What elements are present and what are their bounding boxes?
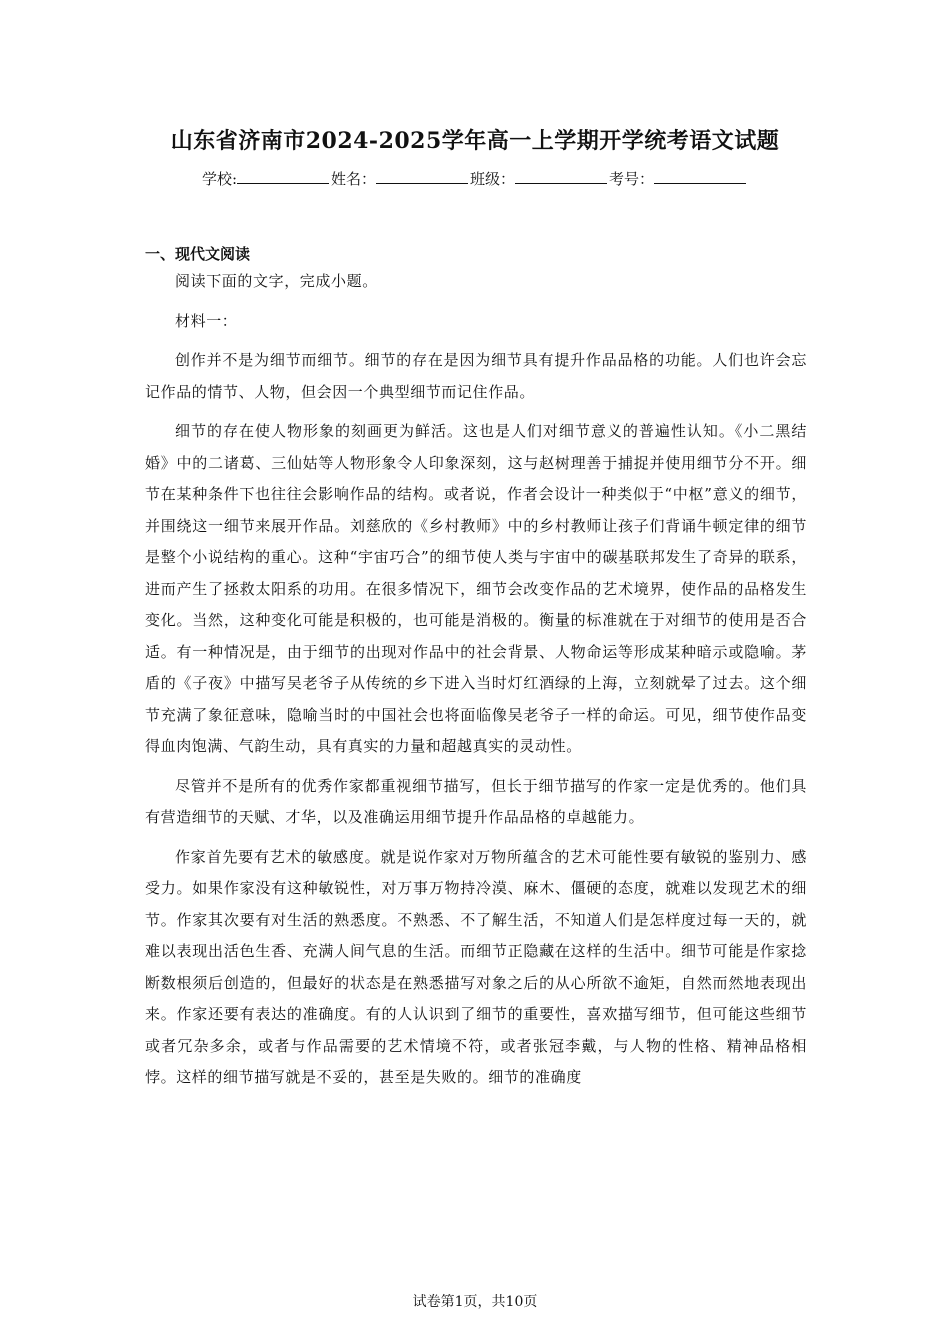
paragraph: 作家首先要有艺术的敏感度。就是说作家对万物所蕴含的艺术可能性要有敏锐的鉴别力、感受力。如果作家没有这种敏锐性，对万事万物持冷漠、麻木、僵硬的态度，就难以发现艺术的细节。作家其次要有对生活的熟悉度。不熟悉、不了解生活，不知道人们是怎样度过每一天的，就难以表现出活色生香、充满人间气息的生活。而细节正隐藏在这样的生活中。细节可能是作家捻断数根须后创造的，但最好的状态是在熟悉描写对象之后的从心所欲不逾矩，自然而然地表现出来。作家还要有表达的准确度。有的人认识到了细节的重要性，喜欢描写细节，但可能这些细节或者冗杂多余，或者与作品需要的艺术情境不符，或者张冠李戴，与人物的性格、精神品格相悖。这样的细节描写就是不妥的，甚至是失败的。细节的准确度 xyxy=(145,847,807,1086)
name-blank[interactable] xyxy=(376,169,468,184)
number-blank[interactable] xyxy=(654,169,746,184)
page-title: 山东省济南市2024-2025学年高一上学期开学统考语文试题 xyxy=(170,128,780,154)
section-heading: 一、现代文阅读 xyxy=(145,245,251,263)
student-info-line xyxy=(0,168,950,189)
class-blank[interactable] xyxy=(515,169,607,184)
number-label: 考号： xyxy=(609,170,655,188)
name-label: 姓名： xyxy=(331,170,377,188)
class-label: 班级： xyxy=(470,170,516,188)
reading-passage xyxy=(145,266,807,1102)
school-label: 学校: xyxy=(201,170,237,188)
school-blank[interactable] xyxy=(237,169,329,184)
material-label: 材料一： xyxy=(175,311,238,330)
paragraph: 创作并不是为细节而细节。细节的存在是因为细节具有提升作品品格的功能。人们也许会忘记作品的情节、人物，但会因一个典型细节而记住作品。 xyxy=(145,351,807,401)
instruction: 阅读下面的文字，完成小题。 xyxy=(175,272,378,290)
page-footer: 试卷第1页，共10页 xyxy=(412,1294,538,1310)
paragraph: 细节的存在使人物形象的刻画更为鲜活。这也是人们对细节意义的普遍性认知。《小二黑结婚》中的二诸葛、三仙姑等人物形象令人印象深刻，这与赵树理善于捕捉并使用细节分不开。细节在某种条件下也往往会影响作品的结构。或者说，作者会设计一种类似于“中枢”意义的细节，并围绕这一细节来展开作品。刘慈欣的《乡村教师》中的乡村教师让孩子们背诵牛顿定律的细节是整个小说结构的重心。这种“宇宙巧合”的细节使人类与宇宙中的碳基联邦发生了奇异的联系，进而产生了拯救太阳系的功用。在很多情况下，细节会改变作品的艺术境界，使作品的品格发生变化。当然，这种变化可能是积极的，也可能是消极的。衡量的标准就在于对细节的使用是否合适。有一种情况是，由于细节的出现对作品中的社会背景、人物命运等形成某种暗示或隐喻。茅盾的《子夜》中描写吴老爷子从传统的乡下进入当时灯红酒绿的上海，立刻就晕了过去。这个细节充满了象征意味，隐喻当时的中国社会也将面临像吴老爷子一样的命运。可见，细节使作品变得血肉饱满、气韵生动，具有真实的力量和超越真实的灵动性。 xyxy=(145,422,807,755)
paragraph: 尽管并不是所有的优秀作家都重视细节描写，但长于细节描写的作家一定是优秀的。他们具有营造细节的天赋、才华，以及准确运用细节提升作品品格的卓越能力。 xyxy=(145,776,807,826)
